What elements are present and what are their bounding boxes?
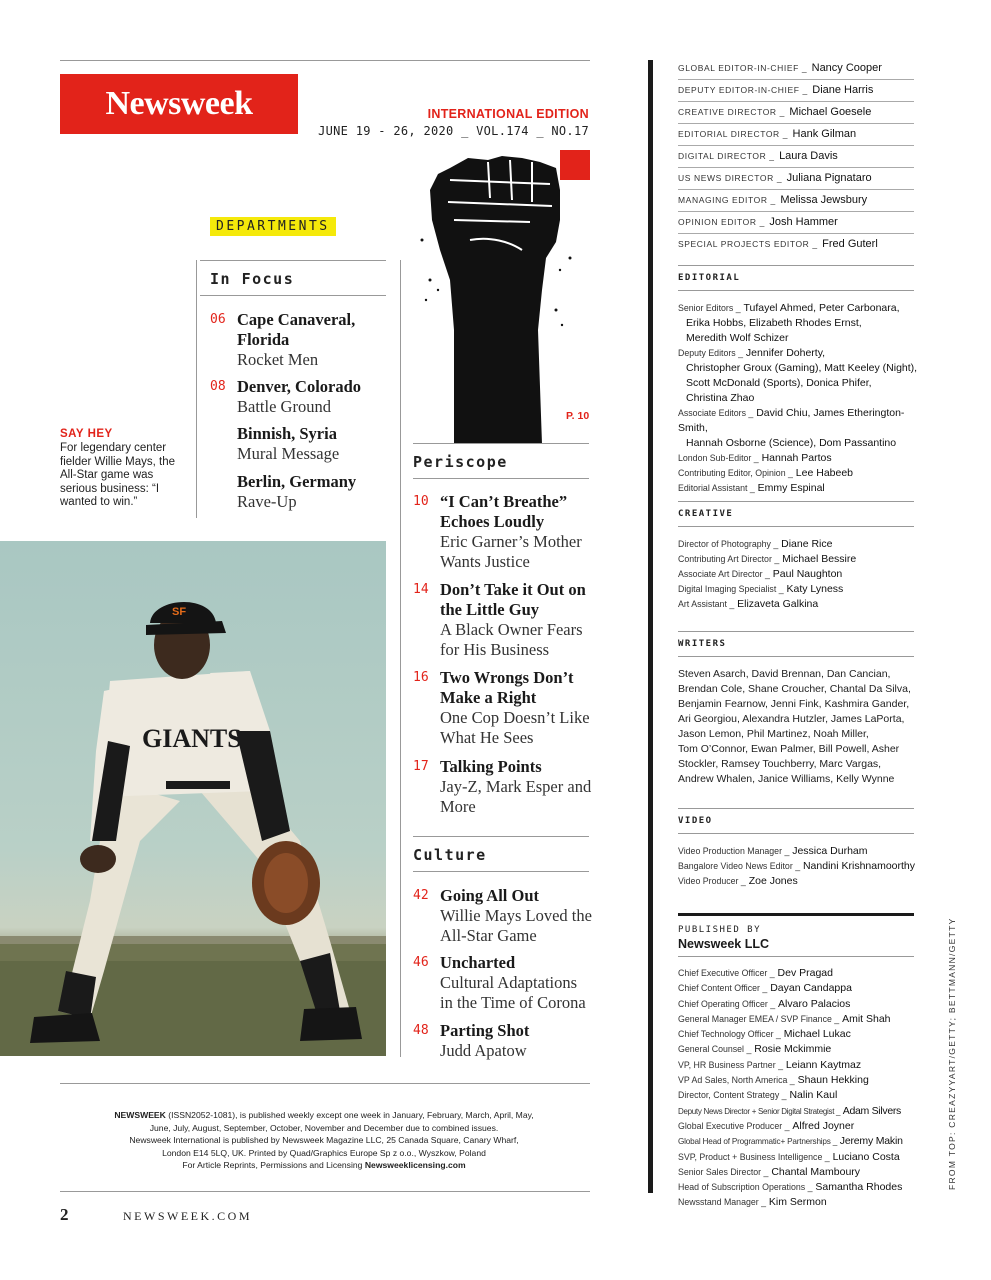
site-link[interactable]: NEWSWEEK.COM (123, 1209, 252, 1223)
credit-line (678, 331, 918, 346)
writers-rule (678, 631, 914, 632)
masthead-role: DIGITAL DIRECTOR _ (678, 151, 775, 161)
credit-line (678, 1012, 918, 1027)
credit-name: Nalin Kaul (789, 1089, 838, 1102)
credit-role: Associate Editors _ (678, 408, 754, 418)
credit-line (678, 567, 918, 582)
credit-line (678, 1104, 918, 1119)
credit-name: Meredith Wolf Schizer (686, 332, 789, 344)
entry-subhead: Judd Apatow (440, 1041, 527, 1060)
credit-line (678, 466, 918, 481)
credit-line (678, 481, 918, 496)
credit-name: Christina Zhao (686, 392, 755, 404)
credit-name: Paul Naughton (772, 568, 843, 580)
masthead-role: MANAGING EDITOR _ (678, 195, 776, 205)
credit-line (678, 844, 918, 859)
willie-mays-photo[interactable] (0, 541, 386, 1056)
in-focus-heading: In Focus (210, 270, 295, 288)
creative-list (678, 537, 918, 612)
entry-subhead: Cultural Adaptations in the Time of Corona (440, 973, 586, 1012)
page-number: 48 (413, 1023, 429, 1038)
departments-tag: DEPARTMENTS (210, 217, 336, 236)
reprints-line (104, 1159, 544, 1172)
page-number: 14 (413, 582, 429, 597)
entry-headline: Uncharted (440, 953, 516, 972)
credit-role: General Counsel _ (678, 1044, 752, 1055)
photo-caption (60, 428, 190, 510)
page-number: 08 (210, 379, 226, 394)
credit-name: Alvaro Palacios (778, 997, 851, 1010)
credit-line (678, 301, 918, 316)
creative-heading: CREATIVE (678, 509, 734, 519)
credit-name: Chantal Mamboury (771, 1165, 861, 1178)
writers-line: Jason Lemon, Phil Martinez, Noah Miller, (678, 728, 869, 740)
credit-role: Editorial Assistant _ (678, 483, 755, 493)
credit-line (678, 451, 918, 466)
issue-dateline: JUNE 19 - 26, 2020 _ VOL.174 _ NO.17 (318, 124, 589, 138)
masthead-name: Michael Goesele (789, 106, 872, 118)
caption-title: SAY HEY (60, 428, 113, 440)
credit-line (678, 1150, 918, 1165)
periscope-top-rule (413, 443, 589, 444)
credit-line (678, 1119, 918, 1134)
credit-name: Nandini Krishnamoorthy (802, 860, 916, 872)
masthead-role: OPINION EDITOR _ (678, 217, 765, 227)
baseball-player-illustration (0, 541, 386, 1056)
entry-headline: Parting Shot (440, 1021, 530, 1040)
credit-name: Adam Silvers (842, 1104, 902, 1117)
credit-line (678, 1180, 918, 1195)
jersey-lettering: GIANTS (142, 724, 242, 753)
masthead-row (678, 146, 914, 168)
credit-name: Zoe Jones (748, 875, 798, 887)
page-number: 46 (413, 955, 429, 970)
masthead-name: Hank Gilman (792, 128, 857, 140)
masthead-name: Josh Hammer (769, 216, 838, 228)
credit-line (678, 1027, 918, 1042)
creative-rule (678, 501, 914, 502)
credit-line (678, 406, 918, 436)
writers-line: Tom O’Connor, Ewan Palmer, Bill Powell, Asher (678, 743, 900, 755)
editorial-list (678, 301, 918, 496)
credit-role: SVP, Product + Business Intelligence _ (678, 1151, 830, 1162)
credit-line (678, 361, 918, 376)
writers-line: Stockler, Ramsey Touchberry, Marc Vargas, (678, 758, 882, 770)
credit-role: Global Executive Producer _ (678, 1120, 790, 1131)
credit-role: Chief Executive Officer _ (678, 968, 775, 978)
page-number: 42 (413, 888, 429, 903)
published-by-rule (678, 913, 914, 916)
masthead-role: GLOBAL EDITOR-IN-CHIEF _ (678, 63, 808, 73)
credit-name: Leiann Kaytmaz (785, 1058, 862, 1071)
masthead-name: Nancy Cooper (811, 62, 882, 74)
published-by-label: PUBLISHED BY (678, 925, 762, 935)
entry-subhead: Jay-Z, Mark Esper and More (440, 777, 592, 816)
credit-line (678, 1134, 918, 1149)
masthead-row (678, 58, 914, 80)
culture-heading: Culture (413, 846, 487, 864)
credit-role: London Sub-Editor _ (678, 453, 759, 463)
entry-subhead: One Cop Doesn’t Like What He Sees (440, 708, 590, 747)
credit-name: Scott McDonald (Sports), Donica Phifer, (686, 377, 872, 389)
cap-logo: SF (172, 606, 187, 618)
page-number: 16 (413, 670, 429, 685)
credit-role: Chief Technology Officer _ (678, 1029, 781, 1040)
masthead-name: Juliana Pignataro (786, 172, 872, 184)
credit-role: Art Assistant _ (678, 599, 735, 609)
entry-headline: Denver, Colorado (237, 377, 362, 396)
credit-line (678, 966, 918, 981)
masthead-row (678, 234, 914, 256)
entry-headline: Berlin, Germany (237, 472, 357, 491)
writers-line: Brendan Cole, Shane Croucher, Chantal Da Silva, (678, 683, 911, 695)
credit-role: Newsstand Manager _ (678, 1197, 767, 1208)
credit-name: Tufayel Ahmed, Peter Carbonara, (743, 302, 900, 314)
credit-name: Luciano Costa (832, 1150, 900, 1163)
writers-list (678, 667, 918, 787)
entry-headline: Binnish, Syria (237, 424, 337, 443)
edition-label: INTERNATIONAL EDITION (427, 107, 589, 121)
footer-bottom-rule (60, 1191, 590, 1192)
masthead-role: DEPUTY EDITOR-IN-CHIEF _ (678, 85, 808, 95)
masthead-name: Diane Harris (812, 84, 874, 96)
credit-name: Lee Habeeb (795, 467, 854, 479)
credit-line (678, 376, 918, 391)
credit-role: General Manager EMEA / SVP Finance _ (678, 1013, 840, 1024)
credit-role: Director of Photography _ (678, 539, 779, 549)
credit-name: Hannah Osborne (Science), Dom Passantino (686, 437, 897, 449)
credit-name: Amit Shah (842, 1012, 891, 1025)
credit-role: Head of Subscription Operations _ (678, 1182, 813, 1193)
masthead-row (678, 212, 914, 234)
periscope-heading: Periscope (413, 453, 508, 471)
notice-line: London E14 5LQ, UK. Printed by Quad/Graphics Europe Sp z o.o., Wyszkow, Poland (162, 1147, 486, 1158)
masthead-row (678, 102, 914, 124)
credit-name: Rosie Mckimmie (754, 1043, 832, 1056)
credit-name: Christopher Groux (Gaming), Matt Keeley (Night), (686, 362, 918, 374)
logo-text: Newsweek (105, 85, 253, 122)
credit-role: Deputy Editors _ (678, 348, 744, 358)
credit-line (678, 1165, 918, 1180)
masthead-row (678, 168, 914, 190)
editorial-rule (678, 265, 914, 266)
caption-text: For legendary center fielder Willie Mays, the All-Star game was serious business: “I wanted to win.” (60, 442, 176, 508)
writers-line: Andrew Whalen, Janice Williams, Kelly Wynne (678, 773, 895, 785)
entry-subhead: Mural Message (237, 444, 340, 463)
masthead-role: CREATIVE DIRECTOR _ (678, 107, 785, 117)
credit-line (678, 436, 918, 451)
credit-line (678, 582, 918, 597)
newsweek-logo[interactable] (60, 74, 298, 134)
credit-name: Emmy Espinal (757, 482, 825, 494)
masthead-bar (648, 60, 653, 1193)
reprints-text: For Article Reprints, Permissions and Licensing (182, 1160, 363, 1170)
credit-name: Kim Sermon (768, 1196, 827, 1209)
page-number-footer: 2 (60, 1205, 69, 1224)
credit-line (678, 859, 918, 874)
entry-subhead: Willie Mays Loved the All-Star Game (440, 906, 592, 945)
fist-page-reference: P. 10 (566, 410, 590, 422)
culture-bottom-rule (413, 871, 589, 872)
writers-line: Steven Asarch, David Brennan, Dan Cancian, (678, 668, 891, 680)
entry-headline: Two Wrongs Don’t Make a Right (440, 668, 574, 707)
fist-illustration[interactable] (410, 150, 590, 444)
credit-role: Contributing Editor, Opinion _ (678, 468, 793, 478)
credit-name: Dev Pragad (777, 967, 833, 979)
entry-subhead: Rave-Up (237, 492, 297, 511)
credit-line (678, 346, 918, 361)
credit-name: Erika Hobbs, Elizabeth Rhodes Ernst, (686, 317, 862, 329)
credit-name: David Chiu, James Etherington-Smith, (678, 407, 905, 434)
writers-line: Ari Georgiou, Alexandra Hutzler, James LaPorta, (678, 713, 905, 725)
credit-name: Michael Lukac (783, 1028, 851, 1041)
editorial-heading: EDITORIAL (678, 273, 741, 283)
entry-subhead: A Black Owner Fears for His Business (440, 620, 583, 659)
raised-fist-icon (410, 150, 590, 444)
credit-role: Chief Content Officer _ (678, 983, 768, 994)
entry-subhead: Battle Ground (237, 397, 331, 416)
credit-name: Hannah Partos (761, 452, 832, 464)
published-by-rule (678, 956, 914, 957)
entry-subhead: Eric Garner’s Mother Wants Justice (440, 532, 582, 571)
credit-line (678, 391, 918, 406)
writers-rule (678, 656, 914, 657)
credit-line (678, 537, 918, 552)
credit-name: Elizaveta Galkina (737, 598, 819, 610)
credit-line (678, 1042, 918, 1057)
credit-role: Video Producer _ (678, 876, 746, 886)
credit-role: Contributing Art Director _ (678, 554, 780, 564)
credit-line (678, 597, 918, 612)
masthead-role: SPECIAL PROJECTS EDITOR _ (678, 239, 818, 249)
creative-rule (678, 526, 914, 527)
video-list (678, 844, 918, 889)
credit-line (678, 1195, 918, 1210)
culture-top-rule (413, 836, 589, 837)
credit-name: Michael Bessire (782, 553, 857, 565)
writers-heading: WRITERS (678, 639, 727, 649)
notice-brand: NEWSWEEK (114, 1110, 166, 1120)
credit-line (678, 1088, 918, 1103)
top-rule (60, 60, 590, 61)
video-heading: VIDEO (678, 816, 713, 826)
entry-headline: “I Can’t Breathe” Echoes Loudly (440, 492, 568, 531)
credit-name: Diane Rice (781, 538, 833, 550)
in-focus-top-rule (200, 260, 386, 261)
publisher-name: Newsweek LLC (678, 937, 770, 951)
photo-credit: FROM TOP: CREAZYYART/GETTY; BETTMANN/GETTY (947, 917, 957, 1190)
entry-headline: Cape Canaveral, Florida (237, 310, 356, 349)
writers-line: Benjamin Fearnow, Jenni Fink, Kashmira Gander, (678, 698, 910, 710)
notice-line-text: (ISSN2052-1081), is published weekly except one week in January, February, March, April, May, (168, 1110, 534, 1120)
credit-role: Associate Art Director _ (678, 569, 770, 579)
credit-role: Senior Sales Director _ (678, 1166, 769, 1177)
credit-line (678, 552, 918, 567)
credit-role: VP, HR Business Partner _ (678, 1059, 783, 1070)
credit-line (678, 874, 918, 889)
credit-name: Jessica Durham (792, 845, 868, 857)
credit-role: Director, Content Strategy _ (678, 1090, 787, 1101)
in-focus-bottom-rule (200, 295, 386, 296)
notice-line: June, July, August, September, October, November and December due to combined issues. (149, 1122, 499, 1133)
licensing-link[interactable]: Newsweeklicensing.com (364, 1160, 466, 1170)
credit-role: Global Head of Programmatic+ Partnerships _ (678, 1137, 838, 1147)
publication-notice (104, 1109, 544, 1172)
publisher-list (678, 966, 918, 1211)
entry-headline: Talking Points (440, 757, 542, 776)
credit-role: Video Production Manager _ (678, 846, 790, 856)
credit-name: Jeremy Makin (839, 1135, 903, 1148)
credit-line (678, 1058, 918, 1073)
credit-line (678, 997, 918, 1012)
credit-role: Deputy News Director + Senior Digital Strategist _ (678, 1106, 841, 1116)
masthead-role: US NEWS DIRECTOR _ (678, 173, 783, 183)
in-focus-divider (196, 260, 197, 518)
video-rule (678, 808, 914, 809)
credit-name: Samantha Rhodes (815, 1181, 903, 1194)
footer-top-rule (60, 1083, 590, 1084)
masthead-name: Fred Guterl (822, 238, 878, 250)
entry-headline: Don’t Take it Out on the Little Guy (440, 580, 586, 619)
notice-line: Newsweek International is published by Newsweek Magazine LLC, 25 Canada Square, Canary Wharf, (129, 1135, 519, 1145)
credit-role: Chief Operating Officer _ (678, 998, 776, 1009)
credit-role: Senior Editors _ (678, 303, 741, 313)
notice-line (104, 1109, 544, 1122)
periscope-bottom-rule (413, 478, 589, 479)
page-number: 17 (413, 759, 429, 774)
masthead-row (678, 190, 914, 212)
masthead-name: Melissa Jewsbury (780, 194, 868, 206)
page-number: 06 (210, 312, 226, 327)
credit-line (678, 1073, 918, 1088)
credit-line (678, 981, 918, 996)
credit-line (678, 316, 918, 331)
entry-headline: Going All Out (440, 886, 540, 905)
page-number: 10 (413, 494, 429, 509)
masthead-row (678, 124, 914, 146)
credit-name: Katy Lyness (786, 583, 844, 595)
credit-name: Jennifer Doherty, (745, 347, 826, 359)
credit-role: Digital Imaging Specialist _ (678, 584, 784, 594)
column-divider (400, 260, 401, 1057)
credit-role: Bangalore Video News Editor _ (678, 861, 801, 871)
credit-role: VP Ad Sales, North America _ (678, 1075, 795, 1086)
credit-name: Shaun Hekking (797, 1074, 869, 1087)
credit-name: Alfred Joyner (792, 1119, 855, 1132)
masthead-name: Laura Davis (779, 150, 838, 162)
credit-name: Dayan Candappa (770, 982, 852, 995)
video-rule (678, 833, 914, 834)
masthead-role: EDITORIAL DIRECTOR _ (678, 129, 789, 139)
entry-subhead: Rocket Men (237, 350, 319, 369)
masthead-row (678, 80, 914, 102)
editorial-rule (678, 290, 914, 291)
